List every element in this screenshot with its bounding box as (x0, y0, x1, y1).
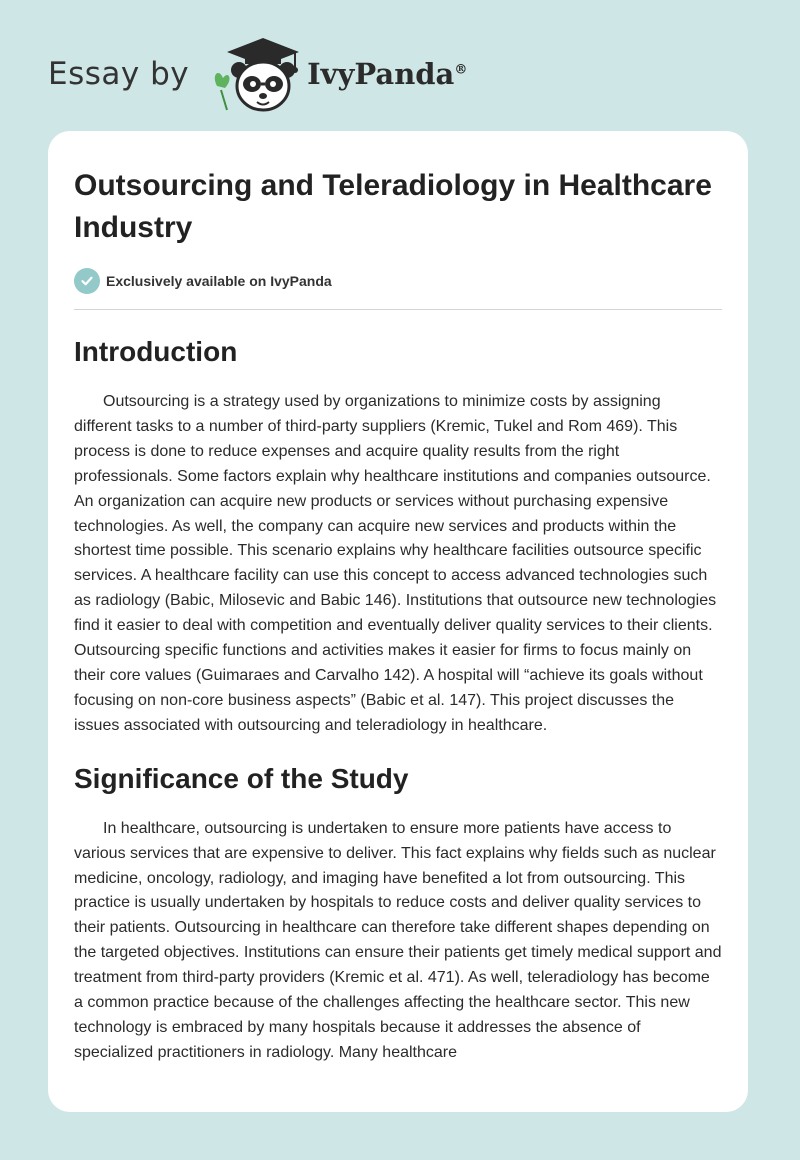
section-paragraph: Outsourcing is a strategy used by organizations to minimize costs by assigning different tasks to a number of third-party suppliers (Kremic, Tukel and Rom 469). This process is done to reduce expenses and acquire quality results from the right professionals. Some factors explain why healthcare institutions and companies outsource. An organization can acquire new products or services without purchasing expensive technologies. As well, the company can acquire new services and products within the shortest time possible. This scenario explains why healthcare facilities outsource specific services. A healthcare facility can use this concept to access advanced technologies such as radiology (Babic, Milosevic and Babic 146). Institutions that outsource new technologies find it easier to deal with competition and eventually deliver quality services to their clients. Outsourcing specific functions and activities makes it easier for firms to focus mainly on their core values (Guimaraes and Carvalho 142). A hospital will “achieve its goals without focusing on non-core business aspects” (Babic et al. 147). This project discusses the issues associated with outsourcing and teleradiology in healthcare. (74, 393, 717, 734)
page-title: Outsourcing and Teleradiology in Healthcare Industry (74, 169, 712, 244)
panda-graduate-icon (207, 34, 303, 114)
section-heading: Introduction (74, 336, 238, 367)
brand-name: IvyPanda® (307, 57, 468, 91)
essay-by-label: Essay by (48, 56, 190, 92)
section-heading: Significance of the Study (74, 762, 409, 794)
divider (74, 309, 722, 310)
check-icon (74, 268, 100, 294)
exclusive-badge (74, 267, 722, 295)
site-header (48, 34, 467, 114)
section-introduction (74, 332, 722, 739)
badge-text: Exclusively available on IvyPanda (106, 273, 332, 289)
registered-mark: ® (454, 62, 468, 78)
section-paragraph: In healthcare, outsourcing is undertaken to ensure more patients have access to various services that are expensive to deliver. This fact explains why fields such as nuclear medicine, oncology, radiology, and imaging have benefited a lot from outsourcing. This practice is usually undertaken by hospitals to reduce costs and deliver quality services to their patients. Outsourcing in healthcare can therefore take different shapes depending on the targeted objectives. Institutions can ensure their patients get timely medical support and treatment from third-party providers (Kremic et al. 471). As well, teleradiology has become a common practice because of the challenges affecting the healthcare sector. This new technology is embraced by many hospitals because it addresses the absence of specialized practitioners in radiology. Many healthcare (74, 819, 722, 1061)
essay-card (48, 131, 748, 1112)
section-significance (74, 759, 722, 1066)
